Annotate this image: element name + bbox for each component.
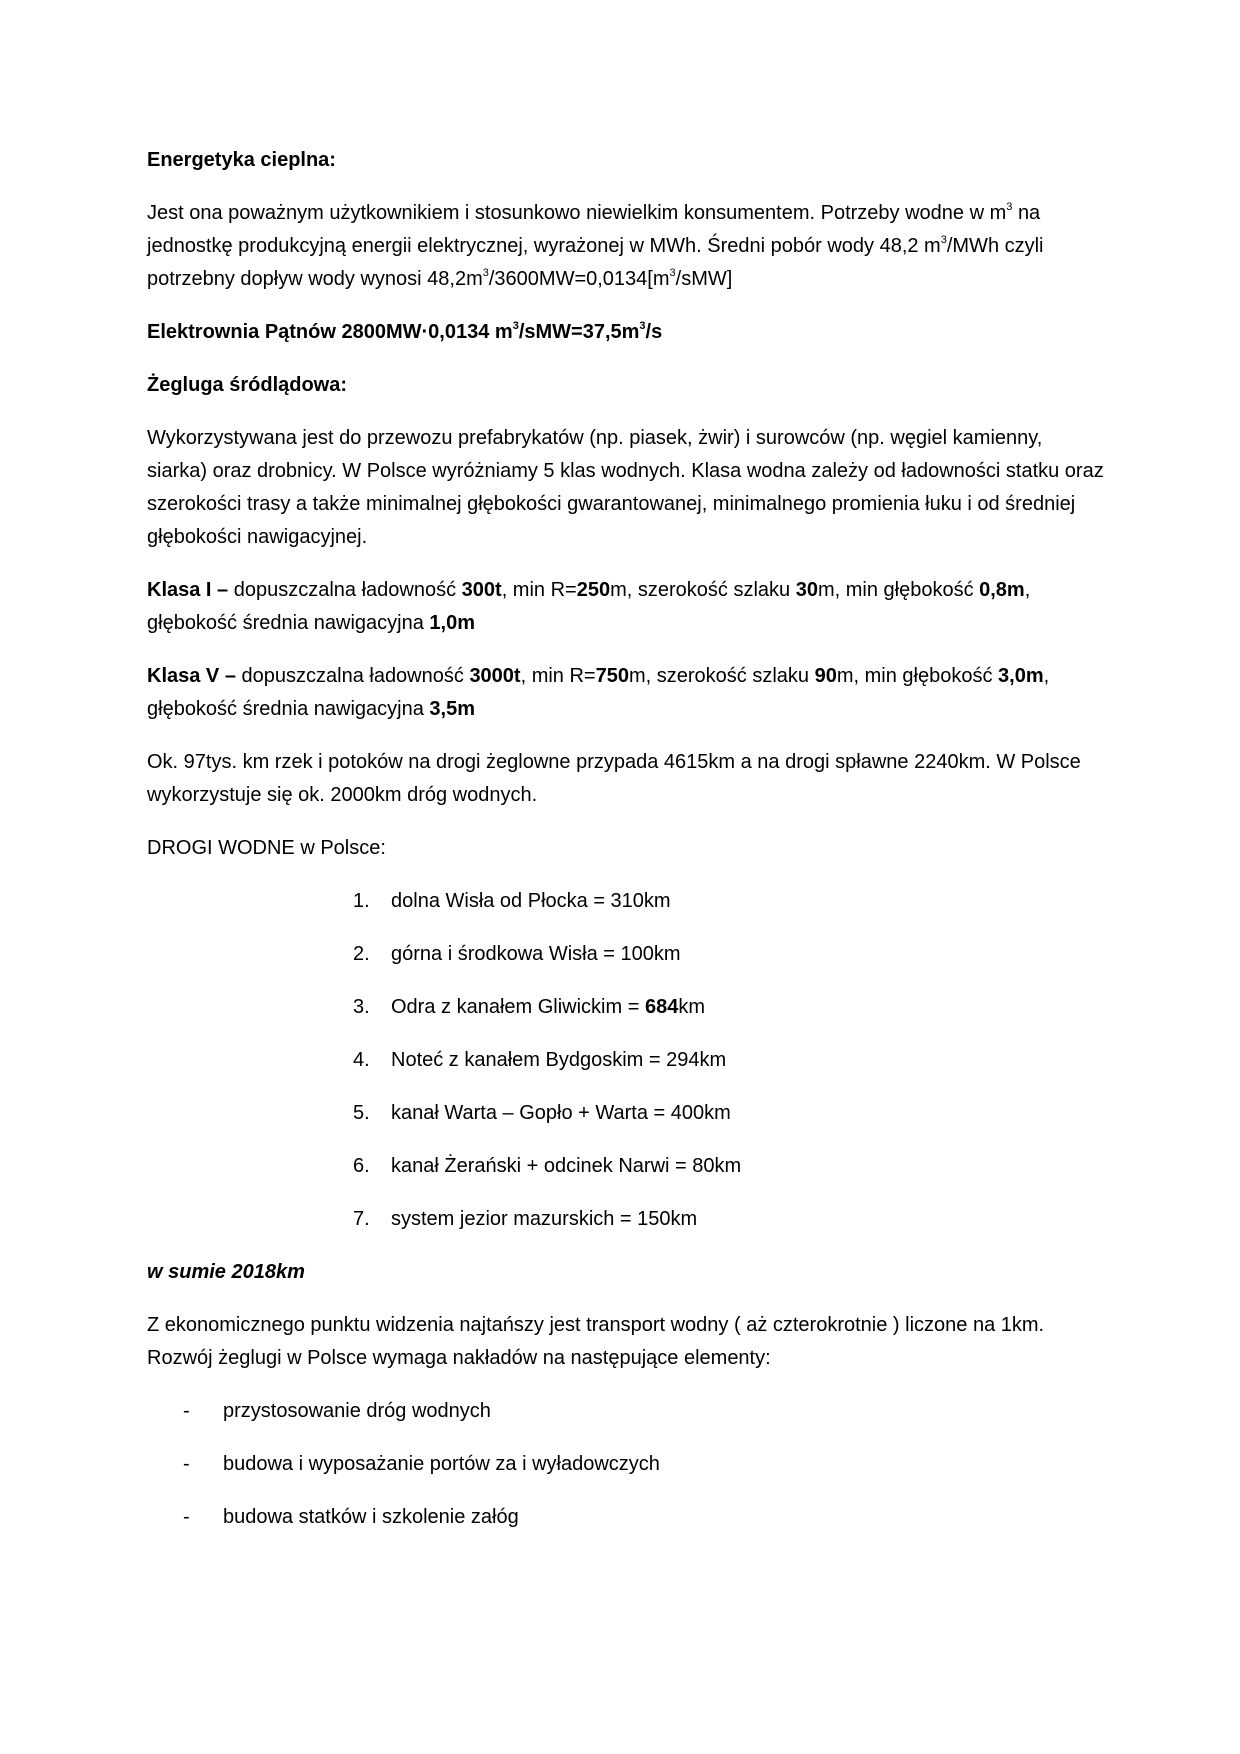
list-item: 5. kanał Warta – Gopło + Warta = 400km	[353, 1102, 731, 1124]
list-item: 1. dolna Wisła od Płocka = 310km	[353, 890, 671, 912]
list-item: - budowa i wyposażanie portów za i wyładowczych	[183, 1453, 660, 1475]
list-item: 4. Noteć z kanałem Bydgoskim = 294km	[353, 1049, 727, 1071]
list-item: - przystosowanie dróg wodnych	[183, 1400, 491, 1422]
elektrownia-formula: Elektrownia Pątnów 2800MW·0,0134 $m^3/sMW=37,5m^3/s$	[147, 320, 663, 343]
paragraph-energetyka: Jest ona poważnym użytkownikiem i stosunkowo niewielkim konsumentem. Potrzeby wodne w $m^3$ na jednostkę produkcyjną energii elektrycznej, wyrażonej w MWh. Średni pobór wody 48,2 $m^3$/MWh czyli potrzebny dopływ wody wynosi $48,2m^3/3600MW=0,0134[m^3/sMW]$	[147, 201, 1044, 290]
paragraph-ekonomia: Z ekonomicznego punktu widzenia najtańszy jest transport wodny ( aż czterokrotnie ) liczone na 1km. Rozwój żeglugi w Polsce wymaga nakładów na następujące elementy:	[147, 1314, 1045, 1369]
list-item: - budowa statków i szkolenie załóg	[183, 1506, 519, 1528]
list-item: 2. górna i środkowa Wisła = 100km	[353, 943, 681, 965]
klasa-1: Klasa I – dopuszczalna ładowność 300t, min R=250m, szerokość szlaku 30m, min głębokość 0,8m, głębokość średnia nawigacyjna 1,0m	[147, 579, 1031, 634]
paragraph-zegluga: Wykorzystywana jest do przewozu prefabrykatów (np. piasek, żwir) i surowców (np. węgiel kamienny, siarka) oraz drobnicy. W Polsce wyróżniamy 5 klas wodnych. Klasa wodna zależy od ładowności statku oraz szerokości trasy a także minimalnej głębokości gwarantowanej, minimalnego promienia łuku i od średniej głębokości nawigacyjnej.	[147, 427, 1104, 548]
list-item: 3. Odra z kanałem Gliwickim = 684km	[353, 996, 706, 1018]
heading-drogi-wodne: DROGI WODNE w Polsce:	[147, 837, 386, 859]
heading-energetyka: Energetyka cieplna:	[147, 149, 336, 171]
klasa-5: Klasa V – dopuszczalna ładowność 3000t, min R=750m, szerokość szlaku 90m, min głębokość 3,0m, głębokość średnia nawigacyjna 3,5m	[147, 665, 1050, 720]
drogi-list	[147, 885, 1107, 1236]
heading-zegluga: Żegluga śródlądowa:	[147, 374, 348, 396]
suma-total: w sumie 2018km	[147, 1261, 305, 1283]
paragraph-drogi-info: Ok. 97tys. km rzek i potoków na drogi żeglowne przypada 4615km a na drogi spławne 2240km. W Polsce wykorzystuje się ok. 2000km dróg wodnych.	[147, 751, 1081, 806]
list-item: 6. kanał Żerański + odcinek Narwi = 80km	[353, 1155, 742, 1177]
document-content	[147, 144, 1107, 1554]
list-item: 7. system jezior mazurskich = 150km	[353, 1208, 698, 1230]
elementy-list	[147, 1395, 1107, 1534]
